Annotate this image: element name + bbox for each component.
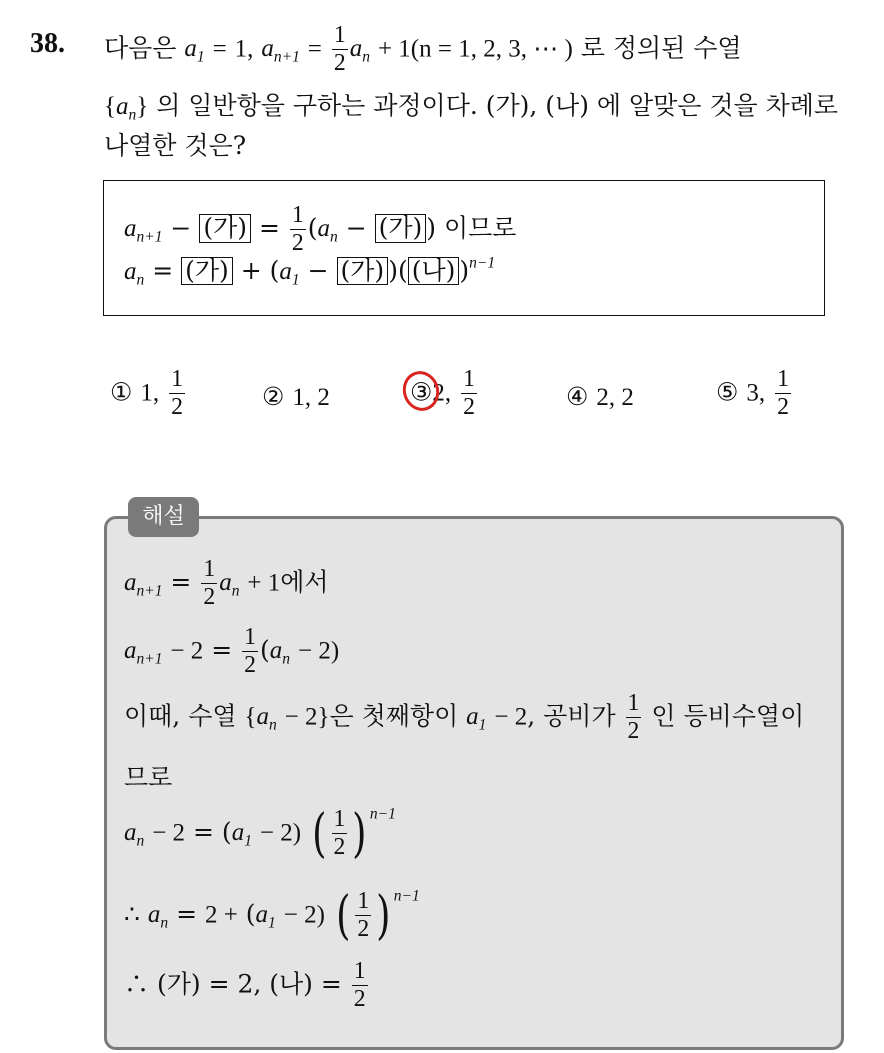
solution-line-5: ∴ $a_n = 2 + (a_1 - 2)$ ( $\frac{1}{2}$ ) $^{n-1}$	[124, 884, 420, 946]
solution-line-3: 이때, 수열 $\{a_n - 2\}$은 첫째항이 $a_1 - 2$, 공비가 $\frac{1}{2}$ 인 등비수열이	[124, 690, 805, 744]
blank-ga: (가)	[181, 257, 233, 285]
condition-line-1: $a_{n+1}$ − (가) = $\frac{1}{2}$ ($a_n$ − (가) ) 이므로	[124, 202, 517, 256]
math-a: $a_n$	[349, 35, 370, 66]
math-a: $a_1$	[184, 35, 205, 66]
choice-4[interactable]: ④ 2, 2	[566, 382, 634, 411]
blank-ga: (가)	[375, 214, 427, 242]
question-line-1: 다음은 $a_1 = 1$, $a_{n+1}$ = $\frac{1}{2}$ $a_n + 1(n = 1$, 2, 3, ⋯ ) 로 정의된 수열	[104, 22, 742, 76]
solution-line-3b: 므로	[124, 763, 173, 792]
choice-2[interactable]: ② 1, 2	[262, 382, 330, 411]
choice-5[interactable]: ⑤ 3, $\frac{1}{2}$	[716, 366, 789, 420]
condition-suffix: 이므로	[444, 213, 517, 243]
solution-line-4: $a_n - 2 = (a_1 - 2)$ ( $\frac{1}{2}$ ) $^{n-1}$	[124, 802, 396, 864]
question-text-1: 다음은	[104, 33, 177, 63]
solution-tag: 해설	[128, 497, 199, 537]
question-line-2: $\{a_n\}$ 의 일반항을 구하는 과정이다. (가), (나) 에 알맞은 것을 차례로	[104, 91, 839, 124]
blank-na: (나)	[408, 257, 460, 285]
solution-line-6: ∴ (가) = 2, (나) = $\frac{1}{2}$	[124, 958, 366, 1012]
blank-ga: (가)	[337, 257, 389, 285]
solution-line-1: $a_{n+1}$ = $\frac{1}{2}$ $a_n + 1$에서	[124, 556, 329, 610]
math-a: $a_{n+1}$	[261, 35, 300, 66]
fraction-half: $\frac{1}{2}$	[333, 22, 346, 76]
choice-1[interactable]: ① 1, $\frac{1}{2}$	[110, 366, 183, 420]
solution-line-2: $a_{n+1} - 2$ = $\frac{1}{2}$ $(a_n - 2)$	[124, 624, 340, 678]
choice-3[interactable]: ③2, $\frac{1}{2}$	[410, 366, 475, 420]
question-number: 38.	[30, 28, 65, 59]
question-text-2: 로 정의된 수열	[580, 33, 742, 63]
question-text-3: 의 일반항을 구하는 과정이다. (가), (나) 에 알맞은 것을 차례로	[156, 91, 839, 120]
question-line-3: 나열한 것은?	[104, 131, 247, 160]
condition-line-2: $a_n$ = (가) + ($a_1$ − (가) )( (나) )$^{n-1}$	[124, 254, 496, 289]
blank-ga: (가)	[199, 214, 251, 242]
